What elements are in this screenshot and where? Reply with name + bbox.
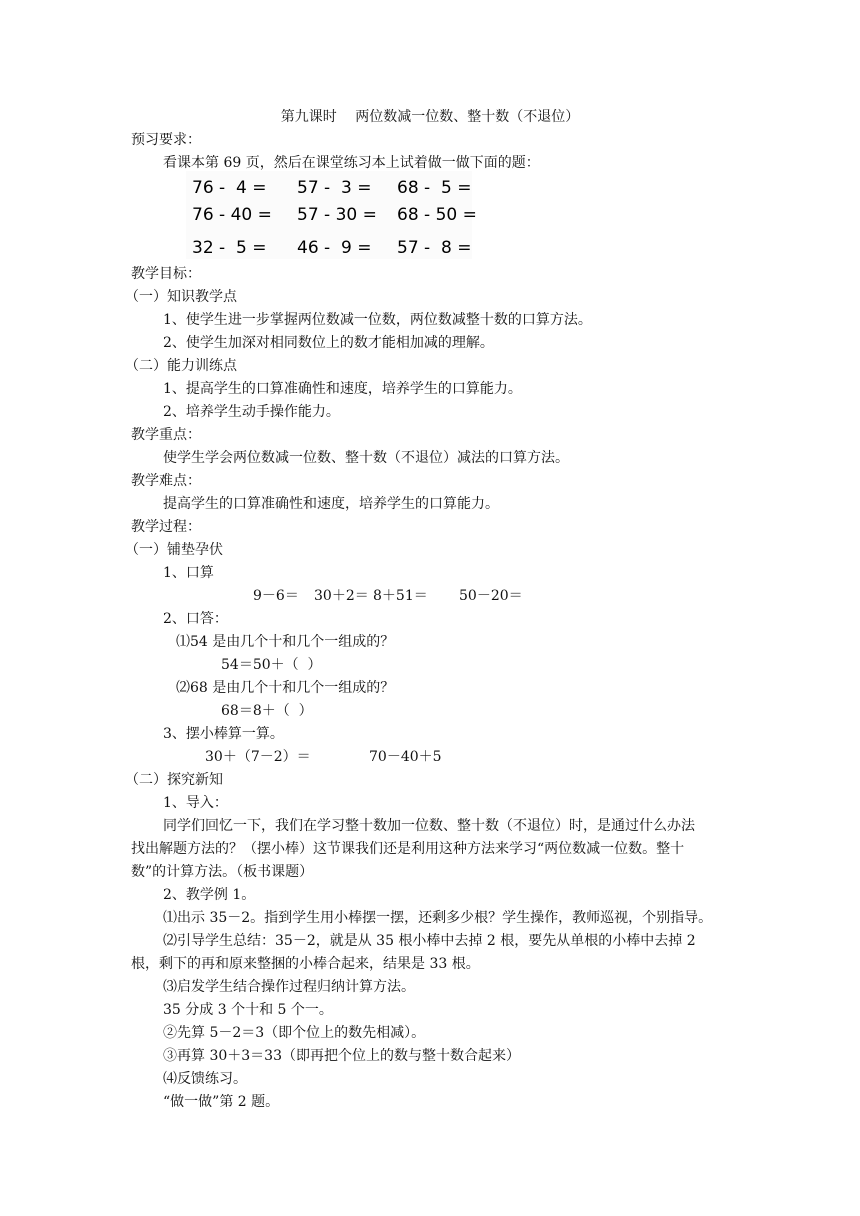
- oral-calc: 50－20＝: [459, 588, 523, 604]
- key-point-heading: 教学重点：: [131, 427, 201, 443]
- knowledge-item: 1、使学生进一步掌握两位数减一位数，两位数减整十数的口算方法。: [163, 312, 592, 328]
- exercise-item: 68 - 50 =: [397, 205, 477, 225]
- exercise-item: 57 - 3 =: [297, 178, 372, 198]
- paragraph-line: 找出解题方法的？（摆小棒）这节课我们还是利用这种方法来学习“两位数减一位数。整十: [131, 841, 685, 857]
- part1-heading: （一）铺垫孕伏: [125, 542, 223, 558]
- knowledge-item: 2、使学生加深对相同数位上的数才能相加减的理解。: [163, 335, 494, 351]
- paragraph-line: 根，剩下的再和原来整捆的小棒合起来，结果是 33 根。: [131, 956, 480, 972]
- oral-calc: 30＋2＝: [314, 588, 369, 604]
- exercise-item: 57 - 8 =: [397, 238, 472, 258]
- paragraph-line: “做一做”第 2 题。: [163, 1094, 280, 1110]
- difficulty-text: 提高学生的口算准确性和速度，培养学生的口算能力。: [163, 496, 499, 512]
- exercise-item: 76 - 40 =: [192, 205, 272, 225]
- ability-heading: （二）能力训练点: [125, 358, 237, 374]
- paragraph-line: ③再算 30＋3＝33（即再把个位上的数与整十数合起来）: [163, 1048, 520, 1064]
- exercise-item: 46 - 9 =: [297, 238, 372, 258]
- process-item: 1、口算: [163, 565, 214, 581]
- exercise-item: 68 - 5 =: [397, 178, 472, 198]
- process-item: 2、教学例 1。: [163, 887, 256, 903]
- process-item: 2、口答：: [163, 611, 228, 627]
- oral-calc: 8＋51＝: [373, 588, 428, 604]
- preview-heading: 预习要求：: [131, 132, 201, 148]
- goals-heading: 教学目标：: [131, 266, 201, 282]
- oral-calc: 9－6＝: [253, 588, 299, 604]
- ability-item: 2、培养学生动手操作能力。: [163, 404, 340, 420]
- lesson-title: 第九课时 两位数减一位数、整十数（不退位）: [280, 109, 580, 125]
- paragraph-line: ②先算 5－2＝3（即个位上的数先相减）。: [163, 1025, 426, 1041]
- paragraph-line: ⑵引导学生总结：35－2，就是从 35 根小棒中去掉 2 根，要先从单根的小棒中去掉 2: [163, 933, 696, 949]
- stick-equation: 30＋（7－2）＝: [205, 749, 311, 765]
- exercise-item: 76 - 4 =: [192, 178, 267, 198]
- question-equation: 68＝8＋（ ）: [221, 703, 313, 719]
- paragraph-line: ⑷反馈练习。: [163, 1071, 247, 1087]
- part2-heading: （二）探究新知: [125, 772, 223, 788]
- process-item: 1、导入：: [163, 795, 228, 811]
- process-heading: 教学过程：: [131, 519, 201, 535]
- paragraph-line: 数”的计算方法。（板书课题）: [131, 864, 314, 880]
- question: ⑴54 是由几个十和几个一组成的？: [176, 634, 395, 650]
- stick-equation: 70－40＋5: [369, 749, 442, 765]
- knowledge-heading: （一）知识教学点: [125, 289, 237, 305]
- exercise-item: 57 - 30 =: [297, 205, 377, 225]
- process-item: 3、摆小棒算一算。: [163, 726, 284, 742]
- key-point-text: 使学生学会两位数减一位数、整十数（不退位）减法的口算方法。: [163, 450, 569, 466]
- paragraph-line: 同学们回忆一下，我们在学习整十数加一位数、整十数（不退位）时，是通过什么办法: [163, 818, 695, 834]
- ability-item: 1、提高学生的口算准确性和速度，培养学生的口算能力。: [163, 381, 522, 397]
- paragraph-line: 35 分成 3 个十和 5 个一。: [163, 1002, 333, 1018]
- paragraph-line: ⑶启发学生结合操作过程归纳计算方法。: [163, 979, 415, 995]
- question: ⑵68 是由几个十和几个一组成的？: [176, 680, 395, 696]
- exercise-image: [186, 171, 477, 259]
- preview-instruction: 看课本第 69 页，然后在课堂练习本上试着做一做下面的题：: [163, 155, 540, 171]
- difficulty-heading: 教学难点：: [131, 473, 201, 489]
- exercise-item: 32 - 5 =: [192, 238, 267, 258]
- paragraph-line: ⑴出示 35－2。指到学生用小棒摆一摆，还剩多少根？学生操作，教师巡视，个别指导。: [163, 910, 713, 926]
- question-equation: 54＝50＋（ ）: [221, 657, 322, 673]
